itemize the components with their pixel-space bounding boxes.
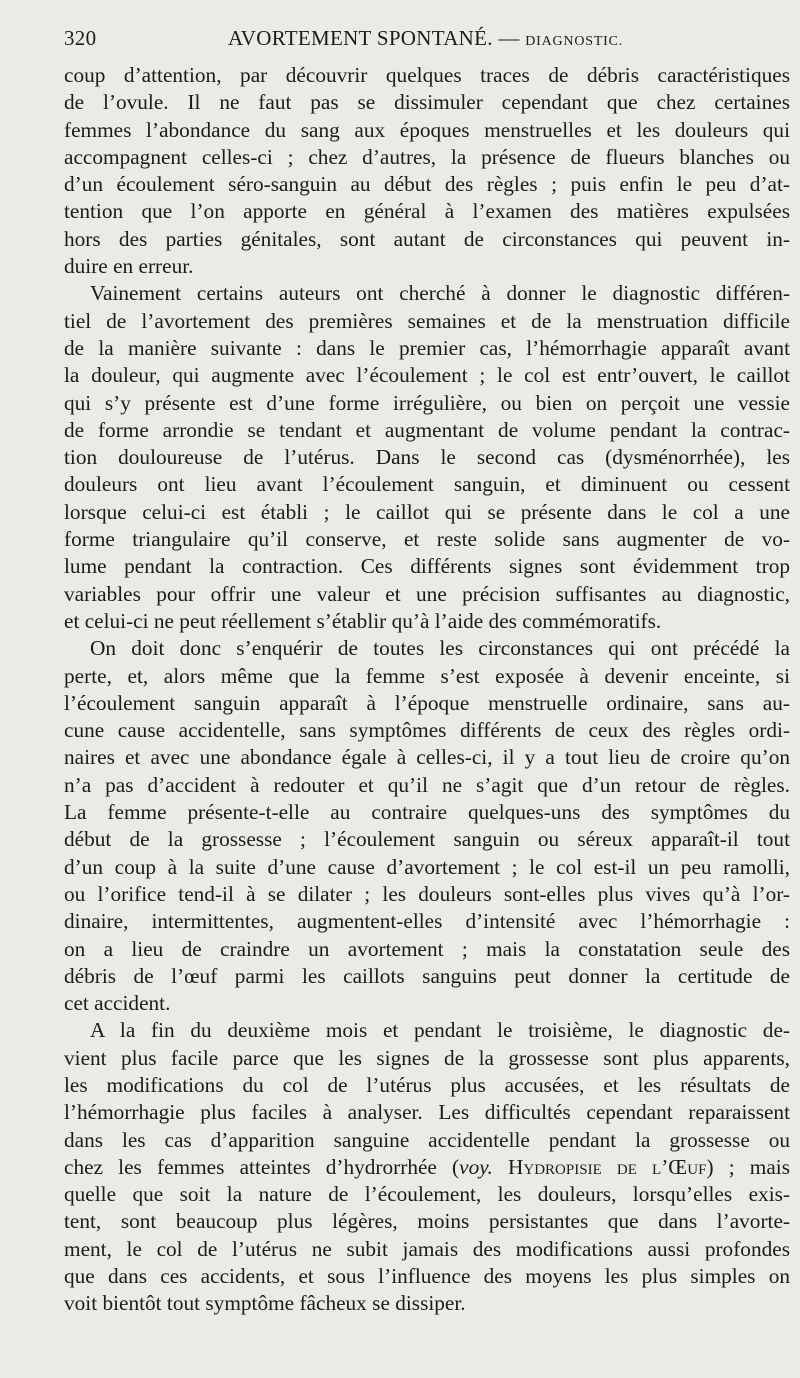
- running-title-section: DIAGNOSTIC.: [525, 34, 624, 49]
- text-line: On doit donc s’enquérir de toutes les circonstances qui ont précédé la: [90, 636, 790, 661]
- text-line: tiel de l’avortement des premières semaines et de la menstruation difficile: [64, 308, 790, 333]
- text-segment: chez les femmes atteintes d’hydrorrhée (: [64, 1154, 460, 1179]
- text-line: d’un coup à la suite d’une cause d’avortement ; le col est-il un peu ramolli,: [64, 854, 790, 879]
- text-line: lorsque celui-ci est établi ; le caillot qui se présente dans le col a une: [64, 499, 790, 524]
- text-line: vient plus facile parce que les signes de la grossesse sont plus apparents,: [64, 1045, 790, 1070]
- text-line: douleurs ont lieu avant l’écoulement sanguin, et diminuent ou cessent: [64, 472, 790, 497]
- text-segment: Hydropisie de l’Œuf: [492, 1154, 707, 1179]
- text-line: variables pour offrir une valeur et une précision suffisantes au diagnostic,: [64, 581, 790, 606]
- text-line: [64, 1154, 790, 1181]
- text-segment: ) ; mais: [706, 1154, 790, 1179]
- text-line: l’écoulement sanguin apparaît à l’époque menstruelle ordinaire, sans au-: [64, 690, 790, 715]
- text-line: ou l’orifice tend-il à se dilater ; les douleurs sont-elles plus vives qu’à l’or-: [64, 881, 790, 906]
- page-number: 320: [64, 26, 97, 50]
- text-line: A la fin du deuxième mois et pendant le troisième, le diagnostic de-: [90, 1018, 790, 1043]
- running-title: [228, 26, 623, 51]
- text-line: dans les cas d’apparition sanguine accidentelle pendant la grossesse ou: [64, 1127, 790, 1152]
- text-line: tion douloureuse de l’utérus. Dans le second cas (dysménorrhée), les: [64, 445, 790, 470]
- text-line: dinaire, intermittentes, augmentent-elles d’intensité avec l’hémorrhagie :: [64, 909, 790, 934]
- text-line: d’un écoulement séro-sanguin au début des règles ; puis enfin le peu d’at-: [64, 172, 790, 197]
- text-line: cune cause accidentelle, sans symptômes différents de ceux des règles ordi-: [64, 718, 790, 743]
- text-line: hors des parties génitales, sont autant de circonstances qui peuvent in-: [64, 226, 790, 251]
- text-line: on a lieu de craindre un avortement ; mais la constatation seule des: [64, 936, 790, 961]
- text-line: femmes l’abondance du sang aux époques menstruelles et les douleurs qui: [64, 117, 790, 142]
- text-line: ment, le col de l’utérus ne subit jamais des modifications aussi profondes: [64, 1236, 790, 1261]
- text-line: Vainement certains auteurs ont cherché à donner le diagnostic différen-: [90, 281, 790, 306]
- text-line: lume pendant la contraction. Ces différents signes sont évidemment trop: [64, 554, 790, 579]
- text-line: tention que l’on apporte en général à l’examen des matières expulsées: [64, 199, 790, 224]
- text-line: l’hémorrhagie plus faciles à analyser. Les difficultés cependant reparaissent: [64, 1100, 790, 1125]
- running-header: [64, 26, 794, 56]
- text-line: duire en erreur.: [64, 254, 194, 279]
- text-line: quelle que soit la nature de l’écoulement, les douleurs, lorsqu’elles exis-: [64, 1182, 790, 1207]
- text-line: voit bientôt tout symptôme fâcheux se dissiper.: [64, 1291, 466, 1316]
- text-line: que dans ces accidents, et sous l’influence des moyens les plus simples on: [64, 1264, 790, 1289]
- text-line: n’a pas d’accident à redouter et qu’il ne s’agit que d’un retour de règles.: [64, 772, 790, 797]
- text-line: forme triangulaire qu’il conserve, et reste solide sans augmenter de vo-: [64, 527, 790, 552]
- text-line: naires et avec une abondance égale à celles-ci, il y a tout lieu de croire qu’on: [64, 745, 790, 770]
- text-line: début de la grossesse ; l’écoulement sanguin ou séreux apparaît-il tout: [64, 827, 790, 852]
- text-line: et celui-ci ne peut réellement s’établir qu’à l’aide des commémoratifs.: [64, 608, 662, 633]
- text-line: la douleur, qui augmente avec l’écoulement ; le col est entr’ouvert, le caillot: [64, 363, 790, 388]
- text-segment: voy.: [459, 1154, 493, 1179]
- text-line: La femme présente-t-elle au contraire quelques-uns des symptômes du: [64, 800, 790, 825]
- text-line: qui s’y présente est d’une forme irrégulière, ou bien on perçoit une vessie: [64, 390, 790, 415]
- text-line: accompagnent celles-ci ; chez d’autres, la présence de flueurs blanches ou: [64, 144, 790, 169]
- text-line: débris de l’œuf parmi les caillots sanguins peut donner la certitude de: [64, 963, 790, 988]
- text-line: de la manière suivante : dans le premier cas, l’hémorrhagie apparaît avant: [64, 335, 790, 360]
- text-line: perte, et, alors même que la femme s’est exposée à devenir enceinte, si: [64, 663, 790, 688]
- text-line: les modifications du col de l’utérus plus accusées, et les résultats de: [64, 1072, 790, 1097]
- text-line: coup d’attention, par découvrir quelques traces de débris caractéristiques: [64, 63, 790, 87]
- running-title-main: AVORTEMENT SPONTANÉ. —: [228, 26, 520, 50]
- text-line: tent, sont beaucoup plus légères, moins persistantes que dans l’avorte-: [64, 1209, 790, 1234]
- body-text: [64, 62, 790, 1318]
- text-line: cet accident.: [64, 991, 171, 1016]
- text-line: de l’ovule. Il ne faut pas se dissimuler cependant que chez certaines: [64, 90, 790, 115]
- text-line: de forme arrondie se tendant et augmentant de volume pendant la contrac-: [64, 417, 790, 442]
